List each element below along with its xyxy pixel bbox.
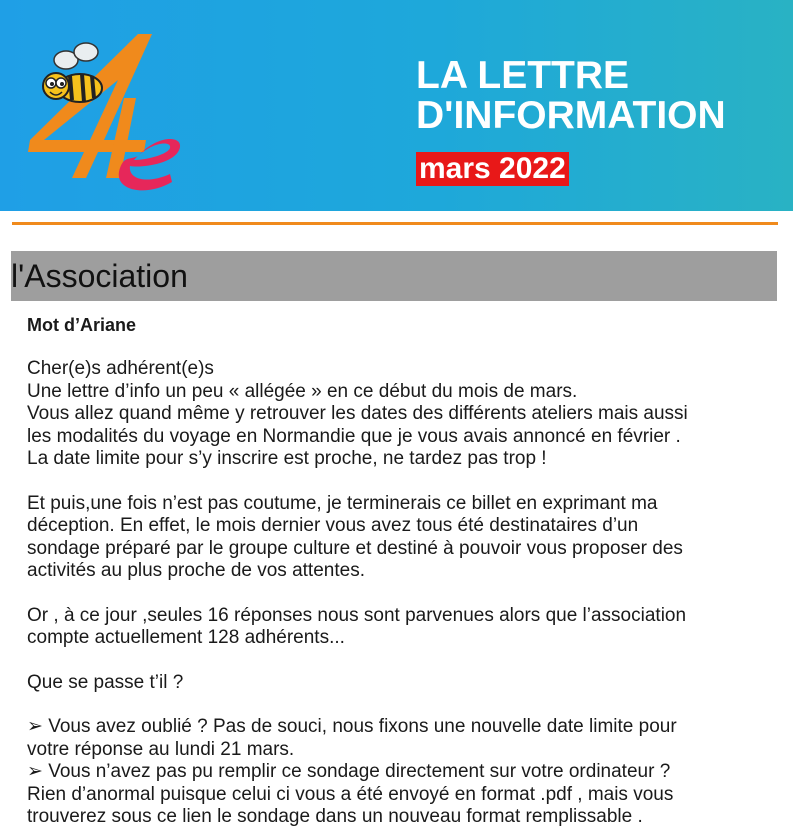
greeting: Cher(e)s adhérent(e)s bbox=[27, 358, 214, 379]
bullet-list bbox=[27, 716, 777, 829]
paragraph-responses bbox=[27, 605, 777, 650]
text-line: déception. En effet, le mois dernier vous avez tous été destinataires d’un bbox=[27, 515, 639, 536]
text-line: les modalités du voyage en Normandie que je vous avais annoncé en février . bbox=[27, 425, 681, 447]
orange-divider bbox=[12, 222, 778, 225]
bullet-line: votre réponse au lundi 21 mars. bbox=[27, 738, 295, 760]
text-line: activités au plus proche de vos attentes. bbox=[27, 560, 365, 581]
text-line: Vous allez quand même y retrouver les dates des différents ateliers mais aussi bbox=[27, 403, 688, 424]
paragraph-question bbox=[27, 672, 777, 695]
bullet-line: trouverez sous ce lien le sondage dans un nouveau format remplissable . bbox=[27, 806, 643, 827]
paragraph-disappointment bbox=[27, 493, 777, 583]
text-line: Et puis,une fois n’est pas coutume, je terminerais ce billet en exprimant ma bbox=[27, 492, 658, 514]
header-banner bbox=[0, 0, 793, 211]
text-line: La date limite pour s’y inscrire est proche, ne tardez pas trop ! bbox=[27, 448, 547, 469]
bullet-line: Rien d’anormal puisque celui ci vous a été envoyé en format .pdf , mais vous bbox=[27, 783, 674, 805]
text-line: Une lettre d’info un peu « allégée » en ce début du mois de mars. bbox=[27, 380, 578, 402]
text-line: compte actuellement 128 adhérents... bbox=[27, 627, 345, 648]
newsletter-title bbox=[416, 56, 726, 136]
article-heading: Mot d’Ariane bbox=[27, 315, 137, 335]
title-line-1: LA LETTRE bbox=[416, 54, 630, 97]
issue-date-badge: mars 2022 bbox=[416, 152, 569, 186]
paragraph-intro bbox=[27, 358, 777, 471]
title-line-2: D'INFORMATION bbox=[416, 94, 726, 137]
text-line: Or , à ce jour ,seules 16 réponses nous sont parvenues alors que l’association bbox=[27, 604, 687, 626]
section-header bbox=[11, 251, 777, 301]
article-body bbox=[27, 314, 777, 829]
bullet-line: ➢ Vous avez oublié ? Pas de souci, nous fixons une nouvelle date limite pour bbox=[27, 716, 677, 737]
question-line: Que se passe t’il ? bbox=[27, 671, 184, 693]
bee-4e-logo-icon bbox=[20, 28, 190, 198]
section-title: l'Association bbox=[11, 258, 188, 294]
text-line: sondage préparé par le groupe culture et destiné à pouvoir vous proposer des bbox=[27, 537, 683, 559]
bullet-line: ➢ Vous n’avez pas pu remplir ce sondage directement sur votre ordinateur ? bbox=[27, 761, 671, 782]
